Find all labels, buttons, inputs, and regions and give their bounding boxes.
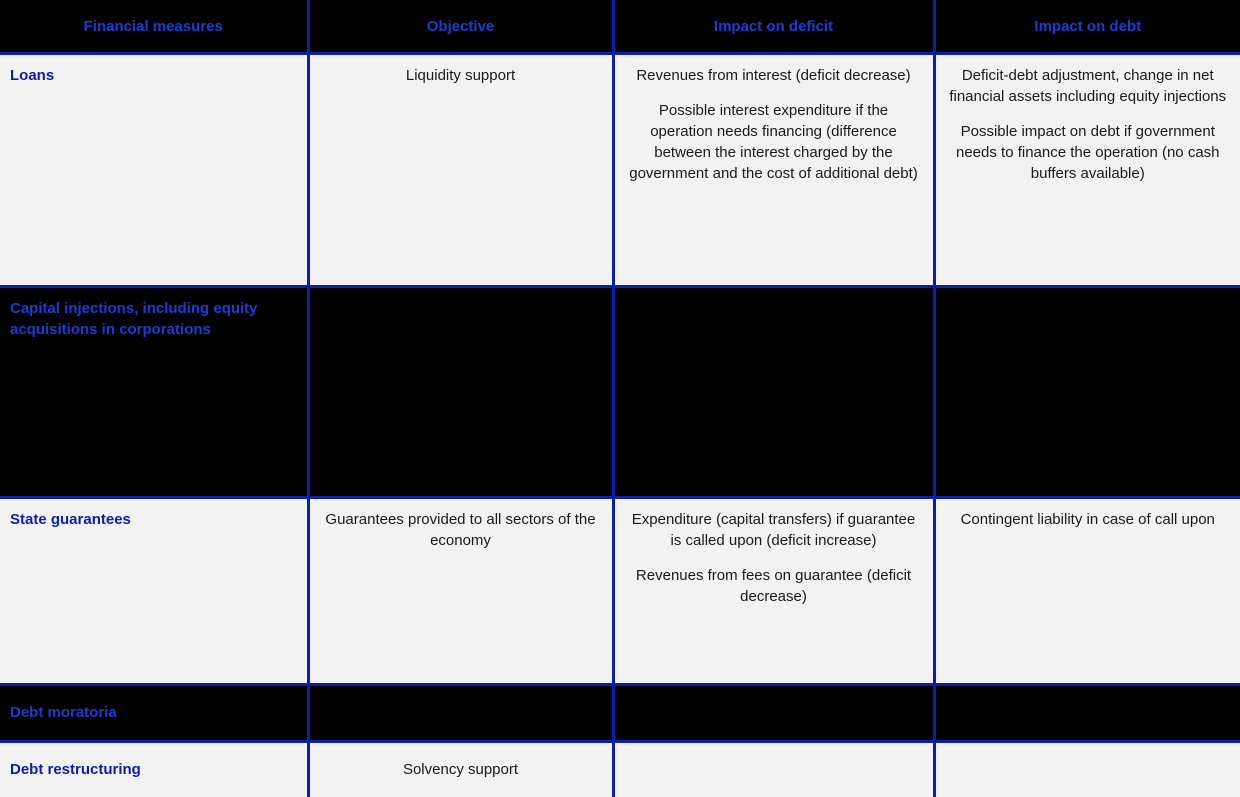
row-label-debt-restructuring: Debt restructuring xyxy=(0,742,308,797)
row-label-loans: Loans xyxy=(0,54,308,287)
table-row xyxy=(0,287,1240,498)
cell-paragraph: Revenues from fees on guarantee (deficit decrease) xyxy=(627,565,921,607)
cell-paragraph: Deficit-debt adjustment, change in net financial assets including equity injections xyxy=(948,65,1229,107)
cell-objective-debt-restructuring: Solvency support xyxy=(308,742,613,797)
table-row xyxy=(0,742,1240,797)
cell-paragraph: Possible impact on debt if government needs to finance the operation (no cash buffers available) xyxy=(948,121,1229,184)
table-row xyxy=(0,685,1240,742)
cell-deficit-capital-injections xyxy=(613,287,934,498)
cell-objective-state-guarantees: Guarantees provided to all sectors of the economy xyxy=(308,498,613,685)
cell-deficit-debt-restructuring xyxy=(613,742,934,797)
cell-deficit-loans xyxy=(613,54,934,287)
cell-objective-capital-injections xyxy=(308,287,613,498)
row-label-debt-moratoria: Debt moratoria xyxy=(0,685,308,742)
table-body xyxy=(0,54,1240,797)
table-header-row xyxy=(0,0,1240,54)
cell-deficit-state-guarantees xyxy=(613,498,934,685)
cell-debt-debt-restructuring xyxy=(934,742,1240,797)
cell-paragraph: Contingent liability in case of call upon xyxy=(948,509,1229,530)
table-row xyxy=(0,498,1240,685)
table-row xyxy=(0,54,1240,287)
cell-objective-loans: Liquidity support xyxy=(308,54,613,287)
column-header-financial-measures: Financial measures xyxy=(0,0,308,54)
cell-paragraph: Possible interest expenditure if the operation needs financing (difference between the interest charged by the government and the cost of additional debt) xyxy=(627,100,921,184)
cell-deficit-debt-moratoria xyxy=(613,685,934,742)
row-label-capital-injections: Capital injections, including equity acquisitions in corporations xyxy=(0,287,308,498)
column-header-impact-on-debt: Impact on debt xyxy=(934,0,1240,54)
column-header-impact-on-deficit: Impact on deficit xyxy=(613,0,934,54)
cell-debt-loans xyxy=(934,54,1240,287)
cell-paragraph: Expenditure (capital transfers) if guarantee is called upon (deficit increase) xyxy=(627,509,921,551)
cell-paragraph: Revenues from interest (deficit decrease) xyxy=(627,65,921,86)
cell-debt-debt-moratoria xyxy=(934,685,1240,742)
cell-debt-capital-injections xyxy=(934,287,1240,498)
table-header xyxy=(0,0,1240,54)
row-label-state-guarantees: State guarantees xyxy=(0,498,308,685)
column-header-objective: Objective xyxy=(308,0,613,54)
cell-debt-state-guarantees xyxy=(934,498,1240,685)
cell-objective-debt-moratoria xyxy=(308,685,613,742)
